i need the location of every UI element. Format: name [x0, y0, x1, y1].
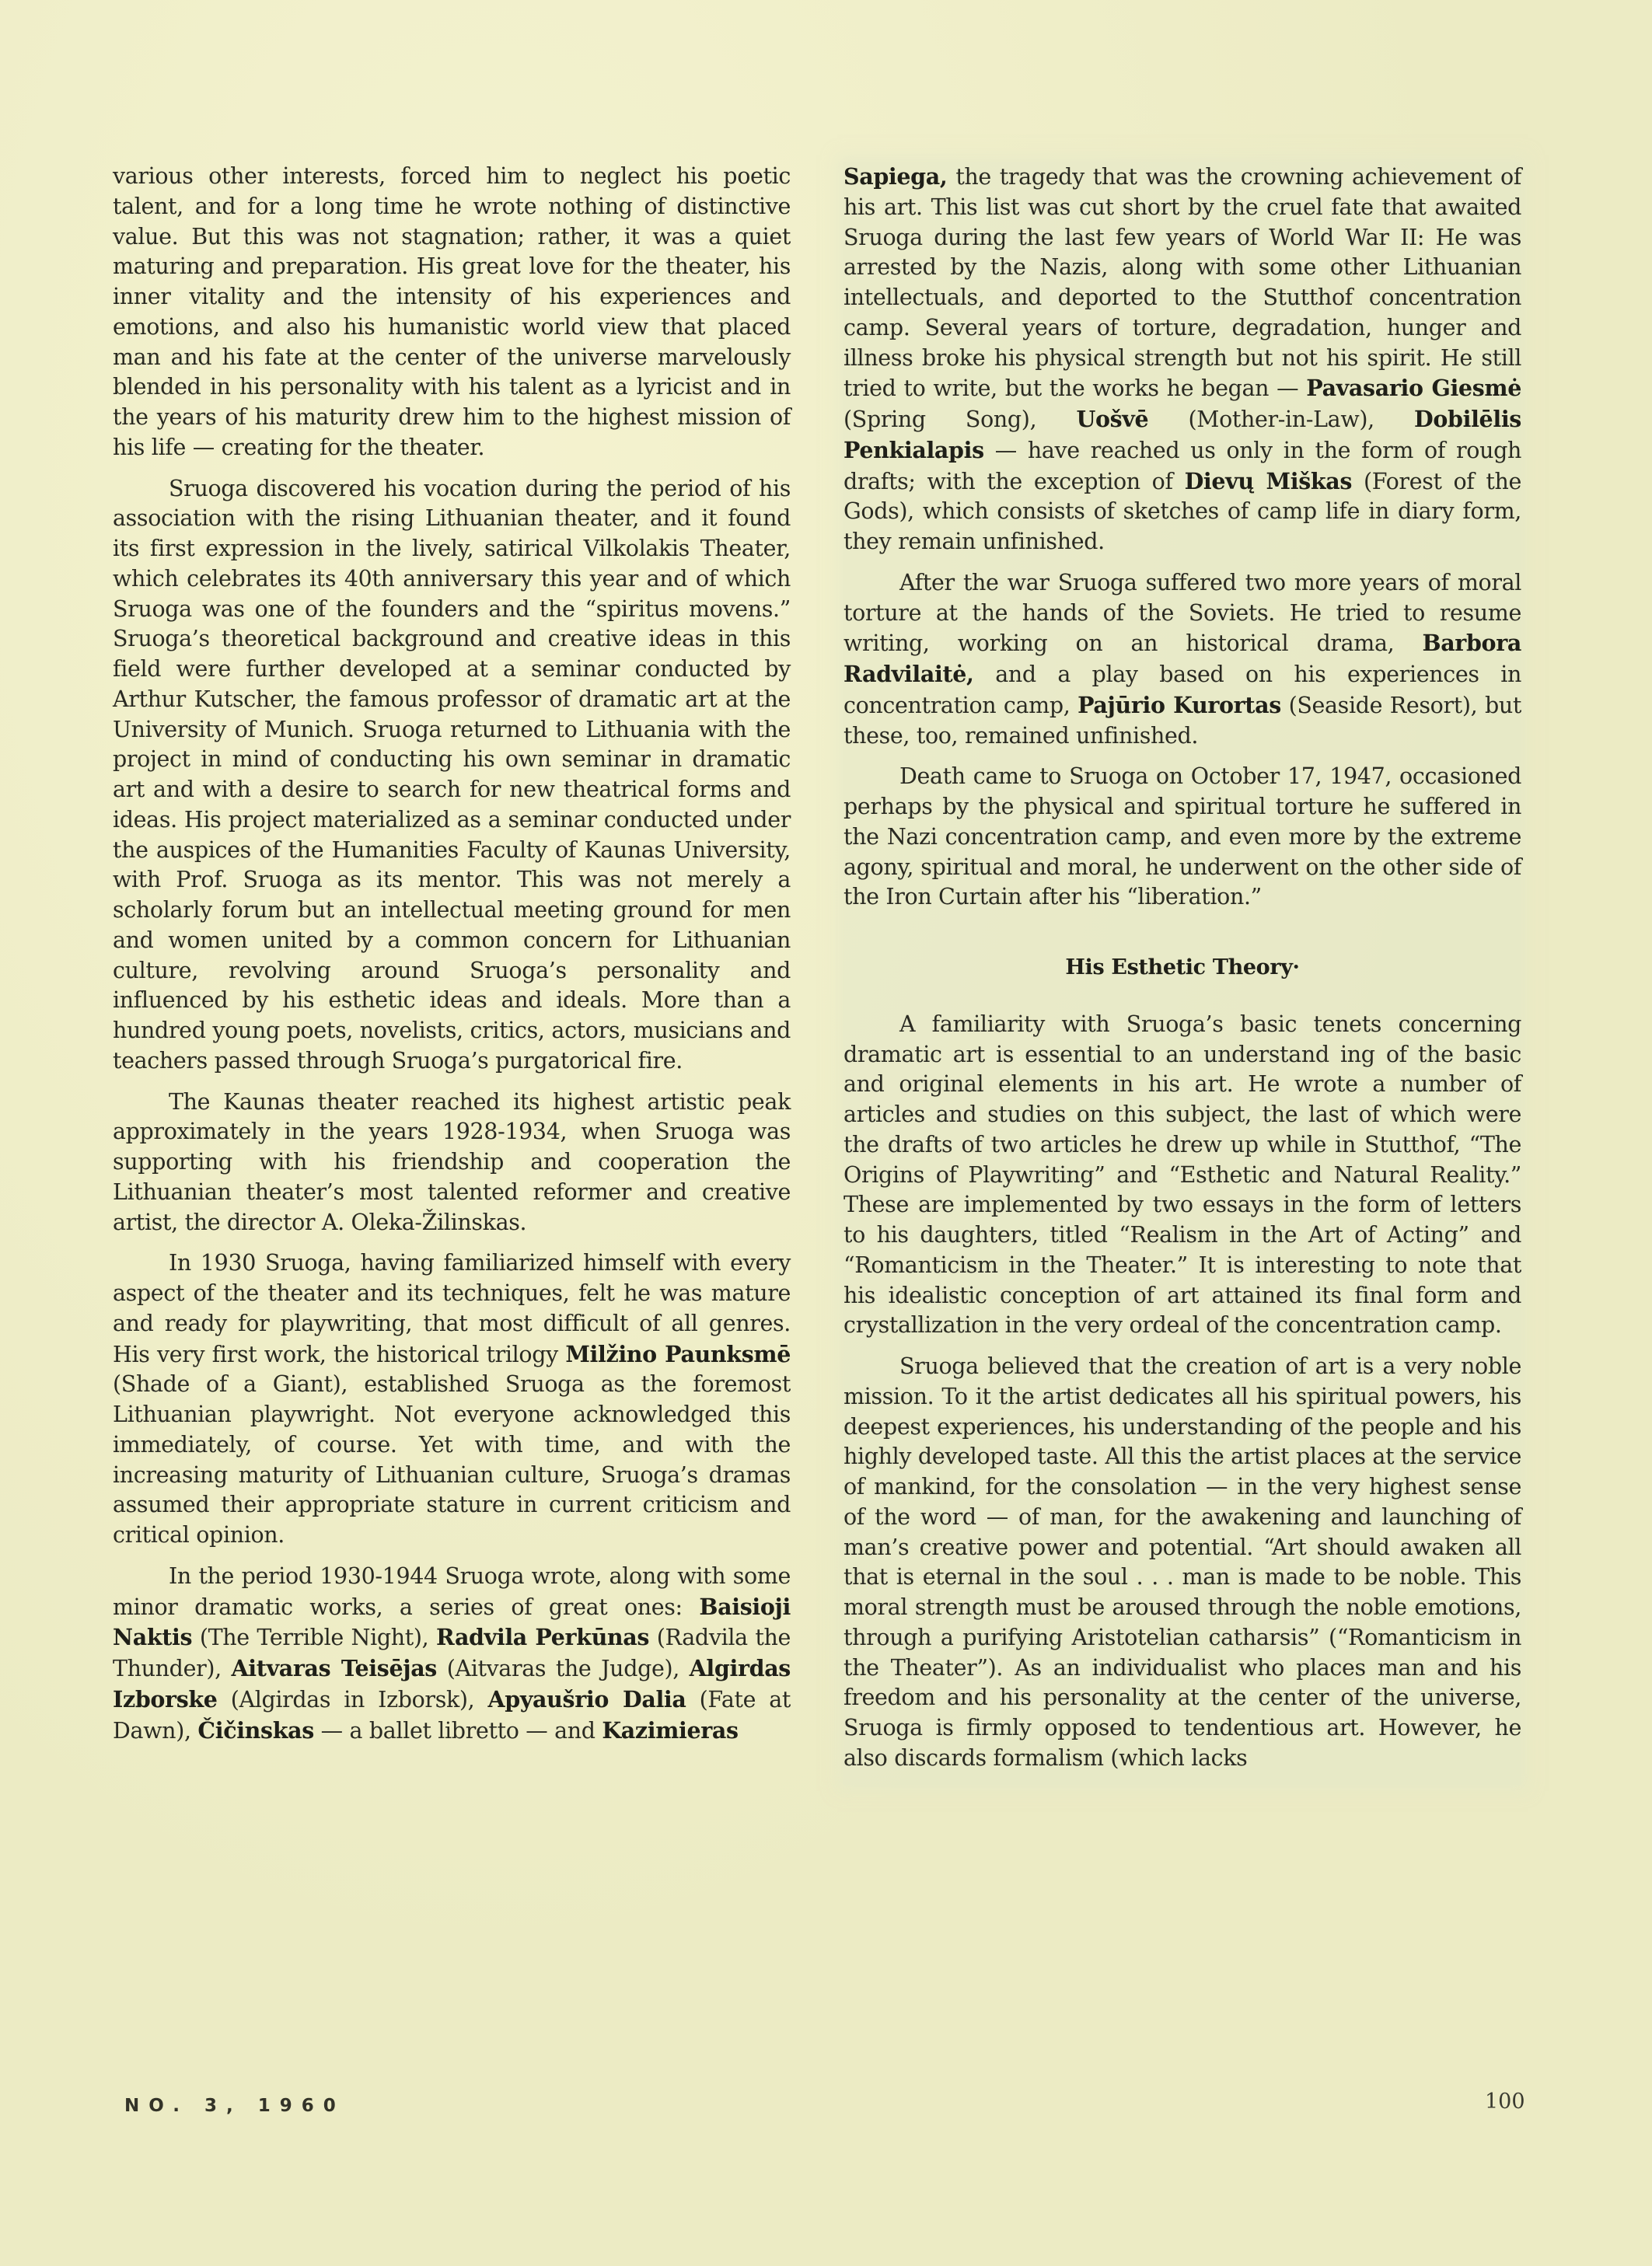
work-title: Čičinskas: [197, 1716, 314, 1744]
page-number: 100: [1485, 2090, 1525, 2114]
right-column-paragraphs-before-heading: [843, 162, 1521, 913]
text-run: (The Terrible Night),: [192, 1625, 436, 1651]
text-run: (Radvila the Thunder),: [113, 1625, 791, 1681]
text-run: Death came to Sruoga on October 17, 1947, occasioned perhaps by the physical and spiritual torture he suffered in the Nazi concentration camp, and even more by the extreme agony, spiritual and moral, he underwent on the other side of the Iron Curtain after his “liberation.”: [843, 763, 1521, 910]
paragraph: [113, 1088, 791, 1238]
work-title: Pajūrio Kurortas: [1077, 691, 1281, 718]
work-title: Barbora Radvilaitė,: [843, 630, 1521, 687]
work-title: Pavasario Giesmė: [1306, 375, 1521, 402]
text-run: (Forest of the Gods), which consists of sketches of camp life in diary form, they remain unfinished.: [843, 468, 1521, 554]
section-heading: His Esthetic Theory·: [1065, 955, 1300, 979]
text-run: (Spring Song),: [843, 407, 1077, 432]
work-title: Radvila Perkūnas: [435, 1624, 650, 1651]
work-title: Algirdas Izborske: [113, 1655, 791, 1713]
text-run: (Algirdas in Izborsk),: [217, 1686, 488, 1713]
paragraph: [113, 1562, 791, 1747]
text-run: (Mother-in-Law),: [1148, 407, 1414, 432]
paragraph: [843, 568, 1521, 752]
text-run: In 1930 Sruoga, having familiarized himself with every aspect of the theater and its techniques, felt he was mature and ready for playwriting, that most difficult of all genres. His very first work, the historical trilogy: [113, 1250, 791, 1367]
text-run: and a play based on his experiences in concentration camp,: [843, 662, 1521, 718]
text-run: (Shade of a Giant), established Sruoga as the foremost Lithuanian playwright. Not everyone acknowledged this immediately, of course. Yet with time, and with the increasing maturity of Lithuanian culture, Sruoga’s dramas assumed their appropriate stature in current criticism and critical opinion.: [113, 1371, 791, 1548]
text-run: Sruoga believed that the creation of art is a very noble mission. To it the artist dedicates all his spiritual powers, his deepest experiences, his understanding of the people and his highly developed taste. All this the artist places at the service of mankind, for the consolation — in the very highest sense of the word — of man, for the awakening and launching of man’s creative power and potential. “Art should awaken all that is eternal in the soul . . . man is made to be noble. This moral strength must be aroused through the noble emotions, through a purifying Aristotelian catharsis” (“Romanticism in the Theater”). As an individualist who places man and his freedom and his personality at the center of the universe, Sruoga is firmly opposed to tendentious art. However, he also discards formalism (which lacks: [843, 1353, 1521, 1771]
text-run: Sruoga discovered his vocation during the period of his association with the rising Lithuanian theater, and it found its first expression in the lively, satirical Vilkolakis Theater, which celebrates its 40th anniversary this year and of which Sruoga was one of the founders and the “spiritus movens.” Sruoga’s theoretical background and creative ideas in this field were further developed at a seminar conducted by Arthur Kutscher, the famous professor of dramatic art at the University of Munich. Sruoga returned to Lithuania with the project in mind of conducting his own seminar in dramatic art and with a desire to search for new theatrical forms and ideas. His project materialized as a seminar conducted under the auspices of the Humanities Faculty of Kaunas University, with Prof. Sruoga as its mentor. This was not merely a scholarly forum but an intellectual meeting ground for men and women united by a common concern for Lithuanian culture, revolving around Sruoga’s personality and influenced by his esthetic ideas and ideals. More than a hundred young poets, novelists, critics, actors, musicians and teachers passed through Sruoga’s purgatorical fire.: [113, 475, 791, 1074]
text-run: The Kaunas theater reached its highest artistic peak approximately in the years 1928-1934, when Sruoga was supporting with his friendship and cooperation the Lithuanian theater’s most talented reformer and creative artist, the director A. Oleka-Žilinskas.: [113, 1088, 791, 1235]
right-column-paragraphs-after-heading: [843, 1010, 1521, 1774]
paragraph: [843, 762, 1521, 913]
text-run: various other interests, forced him to neglect his poetic talent, and for a long time he wrote nothing of distinctive value. But this was not stagnation; rather, it was a quiet maturing and preparation. His great love for the theater, his inner vitality and the intensity of his experiences and emotions, and also his humanistic world view that placed man and his fate at the center of the universe marvelously blended in his personality with his talent as a lyricist and in the years of his maturity drew him to the highest mission of his life — creating for the theater.: [113, 163, 791, 460]
text-run: — have reached us only in the form of rough drafts; with the exception of: [843, 437, 1521, 494]
issue-label: NO. 3, 1960: [124, 2096, 345, 2116]
paragraph: [843, 1352, 1521, 1774]
paragraph: [113, 162, 791, 463]
work-title: Uošvē: [1076, 406, 1149, 432]
right-column: [843, 162, 1521, 1785]
work-title: Dievų Miškas: [1184, 467, 1353, 494]
text-run: After the war Sruoga suffered two more years of moral torture at the hands of the Soviets. He tried to resume writing, working on an historical drama,: [843, 569, 1521, 657]
work-title: Apyaušrio Dalia: [487, 1685, 686, 1713]
work-title: Aitvaras Teisējas: [231, 1655, 438, 1681]
work-title: Dobilēlis Penkialapis: [843, 406, 1521, 463]
left-column: [113, 162, 791, 1757]
text-run: (Aitvaras the Judge),: [437, 1656, 690, 1681]
paragraph: [843, 162, 1521, 557]
paragraph: [113, 1248, 791, 1551]
work-title: Milžino Paunksmē: [565, 1340, 791, 1367]
text-run: A familiarity with Sruoga’s basic tenets concerning dramatic art is essential to an understand ing of the basic and original elements in his art. He wrote a number of articles and studies on this subject, the last of which were the drafts of two articles he drew up while in Stutthof, “The Origins of Playwriting” and “Esthetic and Natural Reality.” These are implemented by two essays in the form of letters to his daughters, titled “Realism in the Art of Acting” and “Romanticism in the Theater.” It is interesting to note that his idealistic conception of art attained its final form and crystallization in the very ordeal of the concentration camp.: [843, 1011, 1521, 1339]
work-title: Sapiega,: [843, 163, 948, 190]
text-run: the tragedy that was the crowning achievement of his art. This list was cut short by the cruel fate that awaited Sruoga during the last few years of World War II: He was arrested by the Nazis, along with some other Lithuanian intellectuals, and deported to the Stutthof concentration camp. Several years of torture, degradation, hunger and illness broke his physical strength but not his spirit. He still tried to write, but the works he began —: [843, 164, 1521, 402]
work-title: Kazimieras: [602, 1716, 739, 1744]
text-run: In the period 1930-1944 Sruoga wrote, along with some minor dramatic works, a series of great ones:: [113, 1562, 791, 1620]
text-run: (Seaside Resort), but these, too, remained unfinished.: [843, 692, 1521, 749]
paragraph: [113, 474, 791, 1077]
work-title: Baisioji Naktis: [113, 1593, 791, 1651]
text-run: (Fate at Dawn),: [113, 1686, 791, 1744]
paragraph: [843, 1010, 1521, 1341]
text-run: — a ballet libretto — and: [313, 1717, 602, 1744]
